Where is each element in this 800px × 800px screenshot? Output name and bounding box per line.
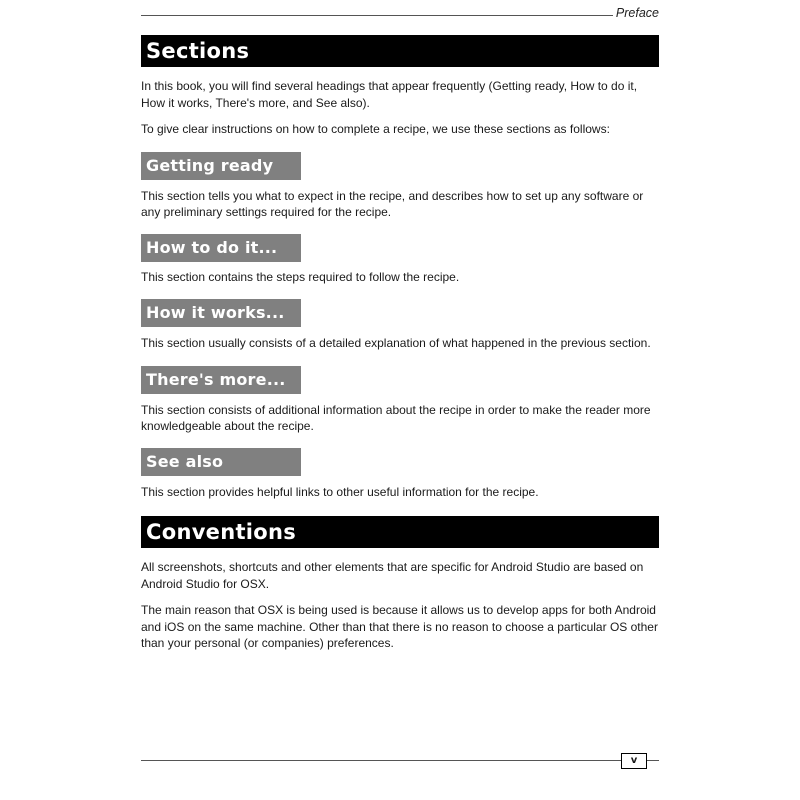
sections-heading: Sections <box>141 35 659 67</box>
conventions-heading: Conventions <box>141 516 659 548</box>
running-head: Preface <box>615 6 659 20</box>
getting-ready-text: This section tells you what to expect in the recipe, and describes how to set up any software or any preliminary settings required for the recipe. <box>141 188 644 219</box>
header-rule <box>141 15 613 16</box>
see-also-heading: See also <box>141 448 301 476</box>
page-content <box>141 35 659 652</box>
page-number: v <box>621 753 647 769</box>
how-to-do-it-text: This section contains the steps required to follow the recipe. <box>141 269 460 284</box>
conventions-paragraph-2: The main reason that OSX is being used is because it allows us to develop apps for both Android and iOS on the same machine. Other than that there is no reason to choose a particular OS other than your personal (or companies) preferences. <box>141 603 658 650</box>
how-it-works-heading: How it works... <box>141 299 301 327</box>
getting-ready-heading: Getting ready <box>141 152 301 180</box>
conventions-paragraph-1: All screenshots, shortcuts and other elements that are specific for Android Studio are based on Android Studio for OSX. <box>141 560 644 591</box>
theres-more-heading: There's more... <box>141 366 301 394</box>
see-also-text: This section provides helpful links to other useful information for the recipe. <box>141 484 539 499</box>
how-to-do-it-heading: How to do it... <box>141 234 301 262</box>
theres-more-text: This section consists of additional information about the recipe in order to make the reader more knowledgeable about the recipe. <box>141 402 651 433</box>
footer-rule-end <box>647 760 659 761</box>
sections-intro-paragraph-2: To give clear instructions on how to complete a recipe, we use these sections as follows: <box>141 122 610 136</box>
how-it-works-text: This section usually consists of a detailed explanation of what happened in the previous section. <box>141 336 651 350</box>
sections-intro-paragraph: In this book, you will find several headings that appear frequently (Getting ready, How to do it, How it works, There's more, and See also). <box>141 79 638 110</box>
footer-rule <box>141 760 621 761</box>
